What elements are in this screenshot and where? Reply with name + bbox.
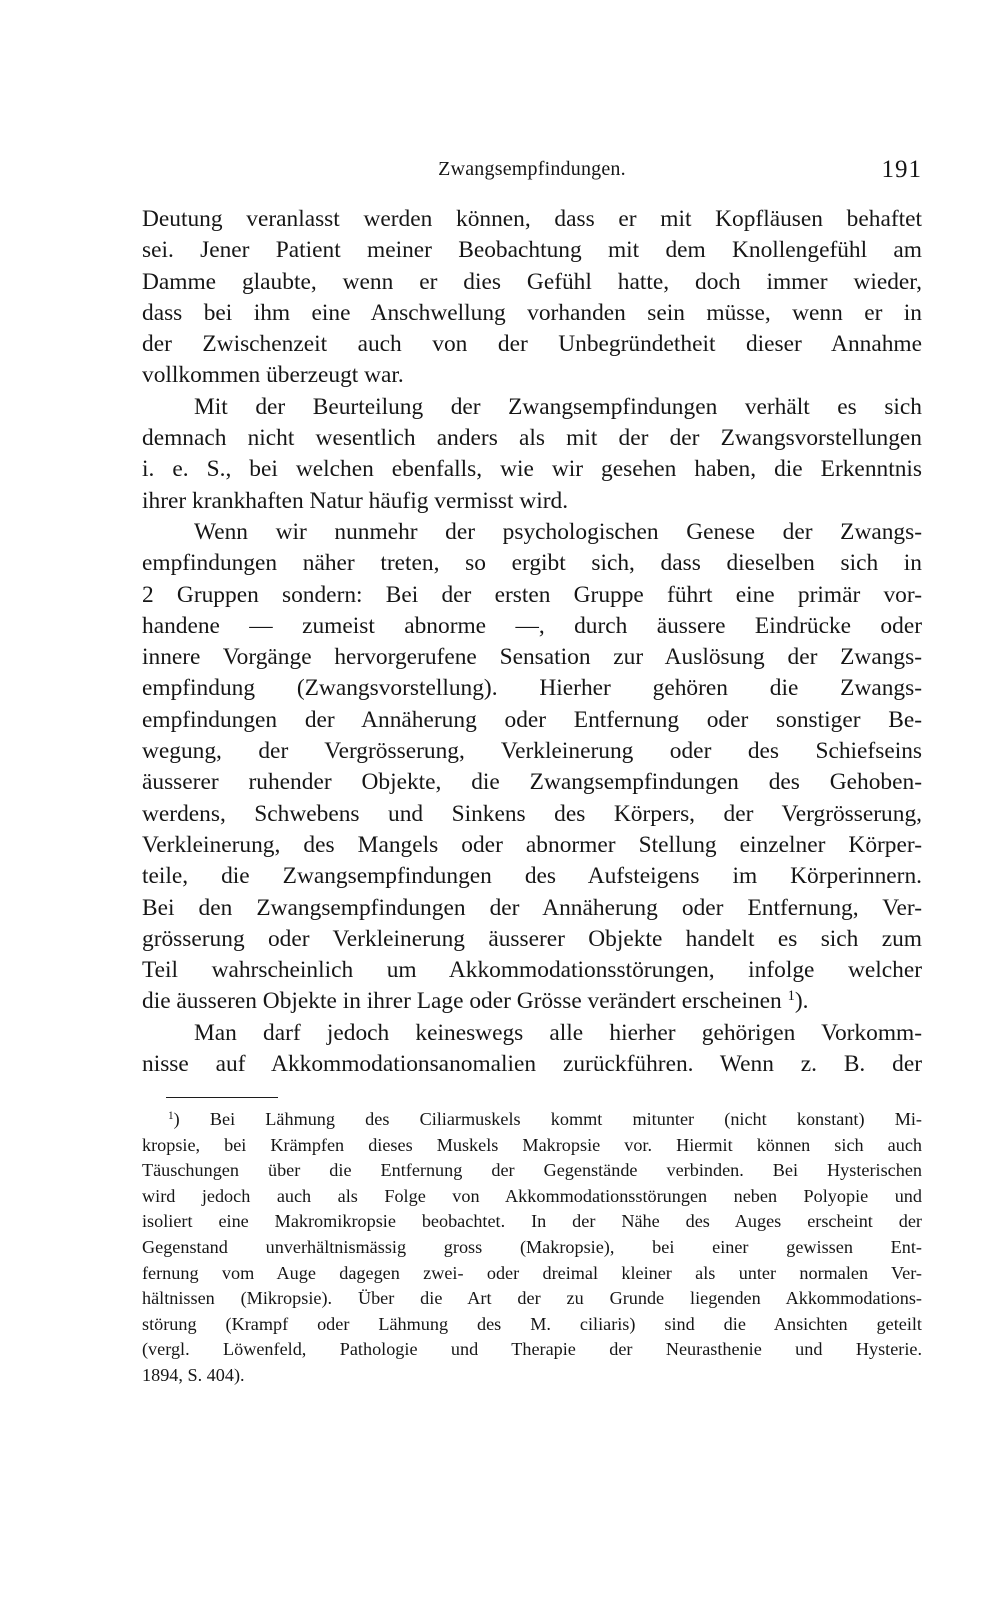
footnote-marker: 1 [168, 1109, 174, 1122]
page-number: 191 [881, 156, 922, 183]
footnote-line: (vergl. Löwenfeld, Pathologie und Therapie der Neurasthenie und Hysterie. [142, 1339, 922, 1360]
footnote-line: kropsie, bei Krämpfen dieses Muskels Makropsie vor. Hiermit können sich auch [142, 1134, 922, 1155]
text-line: nisse auf Akkommodationsanomalien zurückführen. Wenn z. B. der [142, 1051, 922, 1078]
text-line-content: die äusseren Objekte in ihrer Lage oder Grösse verändert erscheinen [142, 988, 782, 1015]
text-line: i. e. S., bei welchen ebenfalls, wie wir gesehen haben, die Erkenntnis [142, 456, 922, 483]
text-line: Deutung veranlasst werden können, dass er mit Kopfläusen behaftet [142, 206, 922, 232]
text-line: innere Vorgänge hervorgerufene Sensation zur Auslösung der Zwangs- [142, 644, 922, 671]
text-line: empfindung (Zwangsvorstellung). Hierher gehören die Zwangs- [142, 675, 922, 702]
text-line: Damme glaubte, wenn er dies Gefühl hatte, doch immer wieder, [142, 268, 922, 295]
footnote-line: fernung vom Auge dagegen zwei- oder dreimal kleiner als unter normalen Ver- [142, 1262, 922, 1283]
text-line: vollkommen überzeugt war. [142, 362, 404, 389]
footnote-line: Gegenstand unverhältnismässig gross (Makropsie), bei einer gewissen Ent- [142, 1236, 922, 1257]
text-line: der Zwischenzeit auch von der Unbegründetheit dieser Annahme [142, 331, 922, 358]
text-line: ihrer krankhaften Natur häufig vermisst wird. [142, 487, 569, 514]
body-text [142, 204, 922, 1080]
footnote-line: Täuschungen über die Entfernung der Gegenstände verbinden. Bei Hysterischen [142, 1160, 922, 1181]
footnote-line: hältnissen (Mikropsie). Über die Art der zu Grunde liegenden Akkommodations- [142, 1288, 922, 1309]
text-line: Teil wahrscheinlich um Akkommodationsstörungen, infolge welcher [142, 957, 922, 984]
text-line: empfindungen der Annäherung oder Entfernung oder sonstiger Be- [142, 706, 922, 733]
text-line: äusserer ruhender Objekte, die Zwangsempfindungen des Gehoben- [142, 769, 922, 796]
footnote-line-content: ) Bei Lähmung des Ciliarmuskels kommt mitunter (nicht konstant) Mi- [173, 1109, 922, 1129]
footnote-reference-close: ). [794, 988, 809, 1015]
text-line: wegung, der Vergrösserung, Verkleinerung oder des Schiefseins [142, 738, 922, 765]
text-line: grösserung oder Verkleinerung äusserer Objekte handelt es sich zum [142, 925, 922, 952]
text-line: Mit der Beurteilung der Zwangsempfindungen verhält es sich [194, 393, 922, 420]
footnote-line: 1894, S. 404). [142, 1364, 245, 1385]
text-line [142, 986, 922, 1017]
text-line: teile, die Zwangsempfindungen des Aufsteigens im Körperinnern. [142, 863, 922, 890]
text-line: demnach nicht wesentlich anders als mit der der Zwangsvorstellungen [142, 425, 922, 452]
footnote-reference[interactable]: 1 [787, 988, 795, 1005]
text-line: handene — zumeist abnorme —, durch äussere Eindrücke oder [142, 612, 922, 639]
text-line: Wenn wir nunmehr der psychologischen Genese der Zwangs- [194, 518, 922, 545]
footnote-line: störung (Krampf oder Lähmung des M. ciliaris) sind die Ansichten geteilt [142, 1313, 922, 1334]
footnote [142, 1107, 922, 1389]
text-line: sei. Jener Patient meiner Beobachtung mit dem Knollengefühl am [142, 237, 922, 264]
text-line: Verkleinerung, des Mangels oder abnormer Stellung einzelner Körper- [142, 831, 922, 858]
running-head [142, 158, 922, 190]
text-line: werdens, Schwebens und Sinkens des Körpers, der Vergrösserung, [142, 800, 922, 827]
running-title: Zwangsempfindungen. [438, 158, 626, 180]
footnote-divider [166, 1097, 278, 1098]
text-line: Man darf jedoch keineswegs alle hierher gehörigen Vorkomm- [194, 1019, 922, 1046]
text-line: 2 Gruppen sondern: Bei der ersten Gruppe führt eine primär vor- [142, 581, 922, 608]
footnote-line: wird jedoch auch als Folge von Akkommodationsstörungen neben Polyopie und [142, 1185, 922, 1206]
footnote-line: isoliert eine Makromikropsie beobachtet. In der Nähe des Auges erscheint der [142, 1211, 922, 1232]
text-line: empfindungen näher treten, so ergibt sich, dass dieselben sich in [142, 550, 922, 577]
footnote-line [142, 1107, 922, 1133]
text-line: dass bei ihm eine Anschwellung vorhanden sein müsse, wenn er in [142, 299, 922, 326]
text-line: Bei den Zwangsempfindungen der Annäherung oder Entfernung, Ver- [142, 894, 922, 921]
